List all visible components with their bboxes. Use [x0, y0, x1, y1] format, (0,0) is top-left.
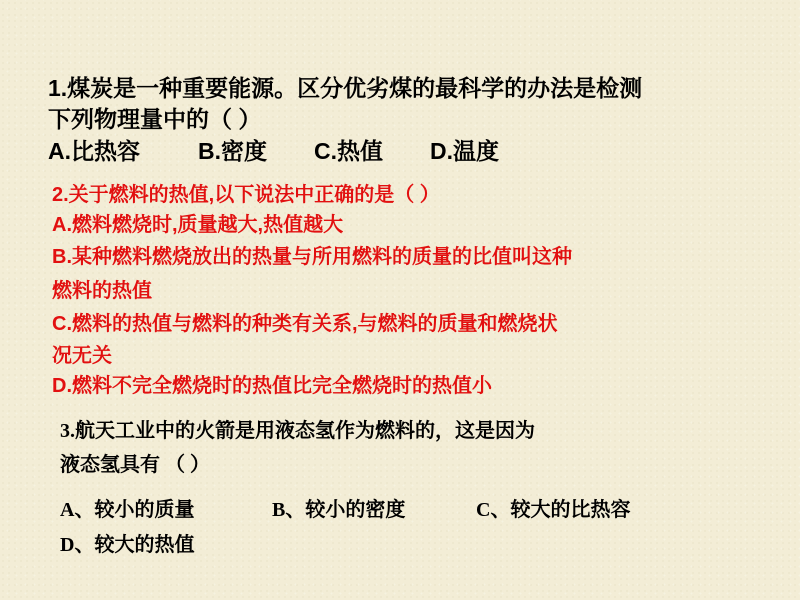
q2-option-a: A.燃料燃烧时,质量越大,热值越大 — [52, 214, 344, 236]
q1-stem-line2: 下列物理量中的（ ） — [48, 106, 262, 132]
q1-option-b: B.密度 — [198, 138, 267, 164]
q3-option-b: B、较小的密度 — [272, 499, 406, 521]
q2-option-b-line2: 燃料的热值 — [52, 280, 152, 302]
q2-option-c-line1: C.燃料的热值与燃料的种类有关系,与燃料的质量和燃烧状 — [52, 313, 558, 335]
q3-option-c: C、较大的比热容 — [476, 499, 631, 521]
q3-stem-line2: 液态氢具有 （ ） — [60, 454, 210, 476]
q1-stem-line1: 1.煤炭是一种重要能源。区分优劣煤的最科学的办法是检测 — [48, 75, 643, 101]
q3-options-line1 — [60, 493, 630, 522]
q2-stem: 2.关于燃料的热值,以下说法中正确的是（ ） — [52, 184, 440, 206]
q2-option-d: D.燃料不完全燃烧时的热值比完全燃烧时的热值小 — [52, 375, 492, 397]
q3-option-a: A、较小的质量 — [60, 499, 195, 521]
q2-option-b-line1: B.某种燃料燃烧放出的热量与所用燃料的质量的比值叫这种 — [52, 246, 572, 268]
q1-options — [48, 133, 499, 166]
q3-stem-line1: 3.航天工业中的火箭是用液态氢作为燃料的，这是因为 — [60, 420, 535, 442]
q3-option-d: D、较大的热值 — [60, 534, 195, 556]
q1-option-c: C.热值 — [314, 138, 383, 164]
q1-option-a: A.比热容 — [48, 138, 140, 164]
q2-option-c-line2: 况无关 — [52, 345, 112, 367]
q1-option-d: D.温度 — [430, 138, 499, 164]
